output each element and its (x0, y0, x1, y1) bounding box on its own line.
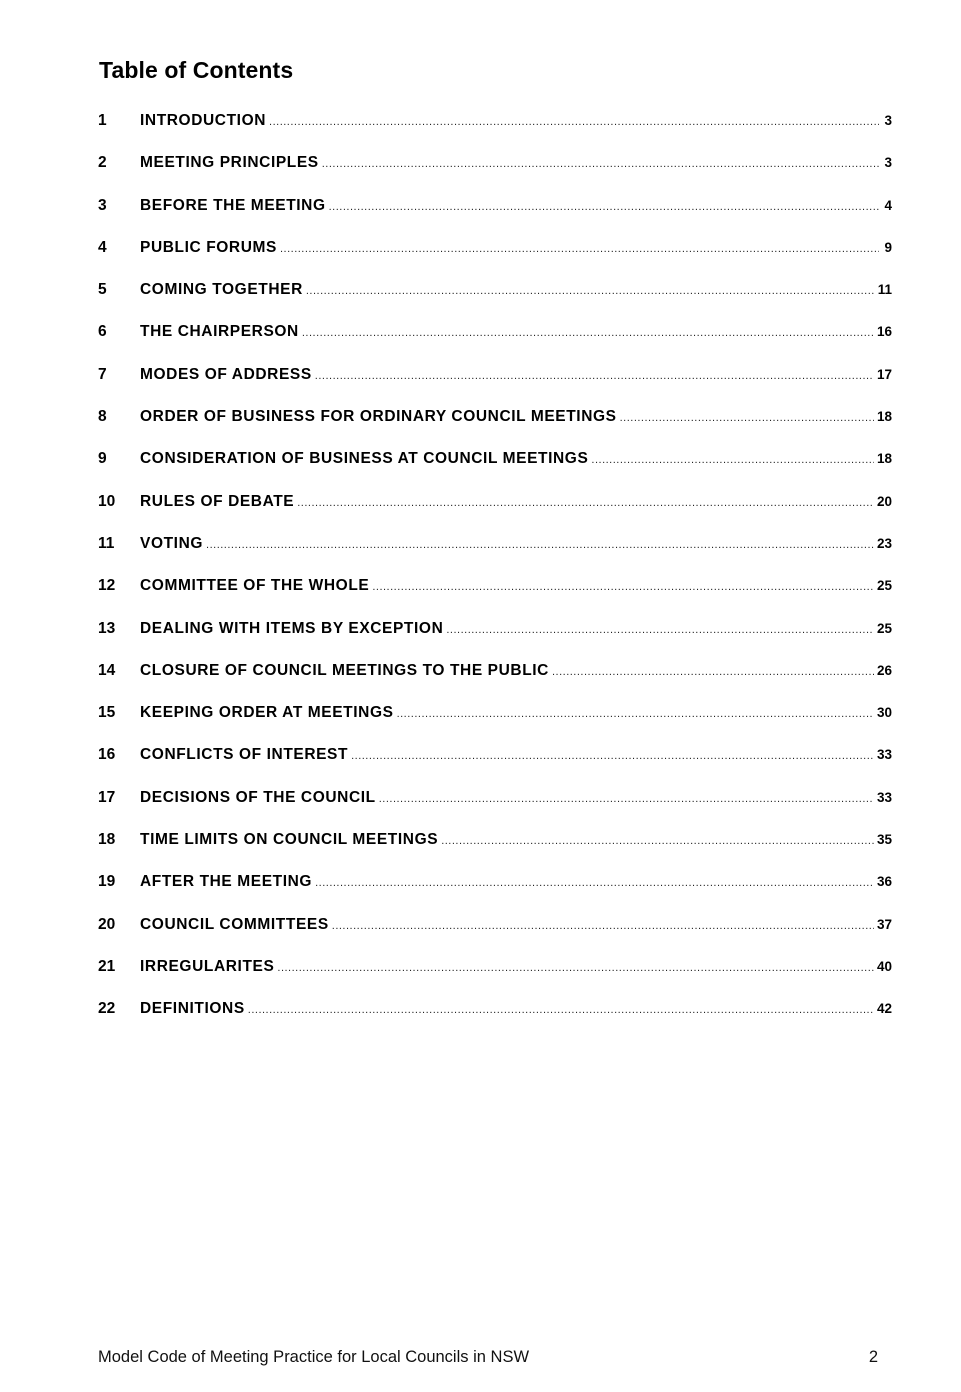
toc-entry-number: 18 (98, 831, 116, 849)
toc-entry-page: 30 (876, 705, 892, 721)
toc-dot-leader (591, 454, 874, 466)
toc-entry-title: MEETING PRINCIPLES (140, 154, 319, 172)
toc-entry[interactable] (98, 873, 892, 915)
toc-entry-number: 10 (98, 492, 116, 510)
toc-entry-page: 25 (876, 578, 892, 594)
toc-entry[interactable] (98, 746, 892, 788)
toc-dot-leader (552, 666, 874, 678)
toc-entry-number: 2 (98, 154, 107, 172)
toc-dot-leader (329, 201, 879, 213)
toc-dot-leader (620, 412, 874, 424)
toc-entry-title: CLOSURE OF COUNCIL MEETINGS TO THE PUBLIC (140, 661, 549, 679)
toc-entry-title: TIME LIMITS ON COUNCIL MEETINGS (140, 831, 439, 849)
footer-document-title: Model Code of Meeting Practice for Local Councils in NSW (98, 1348, 530, 1366)
toc-dot-leader (206, 539, 874, 551)
toc-dot-leader (372, 581, 874, 593)
toc-entry-page: 42 (876, 1001, 892, 1017)
footer-page-number: 2 (868, 1348, 878, 1366)
toc-entry-page: 4 (884, 197, 892, 213)
toc-entry-page: 25 (876, 620, 892, 636)
toc-dot-leader (322, 158, 879, 170)
toc-entry-title: PUBLIC FORUMS (140, 238, 277, 256)
toc-entry[interactable] (98, 662, 892, 704)
toc-entry-number: 22 (98, 1000, 116, 1018)
toc-entry[interactable] (98, 408, 892, 450)
toc-entry-page: 16 (876, 324, 892, 340)
toc-entry-title: DEFINITIONS (140, 1000, 245, 1018)
toc-entry-number: 15 (98, 704, 116, 722)
toc-entry-number: 11 (98, 534, 115, 552)
toc-entry-page: 26 (876, 662, 892, 678)
toc-entry[interactable] (98, 958, 892, 1000)
toc-entry-title: VOTING (140, 534, 204, 552)
page-title: Table of Contents (99, 57, 294, 83)
toc-dot-leader (332, 920, 874, 932)
toc-entry-page: 23 (876, 535, 892, 551)
toc-entry-title: RULES OF DEBATE (140, 492, 295, 510)
toc-entry-number: 1 (98, 112, 107, 129)
table-of-contents (98, 112, 892, 1043)
toc-entry-title: COMING TOGETHER (140, 281, 303, 299)
toc-entry-page: 40 (876, 958, 892, 974)
toc-entry-number: 9 (98, 450, 107, 468)
toc-entry-title: AFTER THE MEETING (140, 873, 313, 891)
toc-dot-leader (315, 370, 874, 382)
toc-dot-leader (277, 962, 874, 974)
toc-dot-leader (280, 243, 879, 255)
toc-entry[interactable] (98, 323, 892, 365)
toc-entry-number: 6 (98, 323, 107, 341)
toc-entry-page: 18 (876, 409, 892, 425)
toc-entry[interactable] (98, 916, 892, 958)
toc-entry-number: 12 (98, 577, 116, 595)
toc-entry-number: 3 (98, 196, 107, 214)
toc-dot-leader (441, 835, 874, 847)
toc-dot-leader (397, 708, 874, 720)
toc-entry-number: 19 (98, 873, 116, 891)
toc-entry[interactable] (98, 831, 892, 873)
toc-entry-title: KEEPING ORDER AT MEETINGS (140, 704, 394, 722)
toc-entry-page: 36 (876, 874, 892, 890)
toc-entry[interactable] (98, 789, 892, 831)
toc-dot-leader (446, 624, 874, 636)
toc-entry[interactable] (98, 281, 892, 323)
toc-entry-page: 3 (884, 113, 892, 128)
toc-entry[interactable] (98, 620, 892, 662)
toc-entry-title: THE CHAIRPERSON (140, 323, 299, 341)
toc-dot-leader (248, 1004, 874, 1016)
toc-entry[interactable] (98, 239, 892, 281)
toc-entry[interactable] (98, 493, 892, 535)
page-footer (98, 1348, 878, 1367)
toc-entry-page: 11 (877, 282, 892, 298)
toc-entry-title: BEFORE THE MEETING (140, 196, 326, 214)
toc-entry-number: 14 (98, 661, 116, 679)
toc-entry-title: MODES OF ADDRESS (140, 365, 312, 383)
toc-dot-leader (315, 877, 874, 889)
toc-dot-leader (297, 497, 874, 509)
toc-entry-title: CONFLICTS OF INTEREST (140, 746, 349, 764)
toc-dot-leader (302, 327, 874, 339)
toc-entry-page: 33 (876, 747, 892, 763)
toc-entry[interactable] (98, 197, 892, 239)
toc-entry-page: 20 (876, 493, 892, 509)
toc-dot-leader (351, 750, 874, 762)
toc-entry-page: 3 (884, 155, 892, 171)
toc-entry-title: DEALING WITH ITEMS BY EXCEPTION (140, 619, 444, 637)
toc-entry[interactable] (98, 535, 892, 577)
toc-entry-title: IRREGULARITES (140, 957, 275, 975)
toc-entry-title: COUNCIL COMMITTEES (140, 915, 329, 933)
toc-dot-leader (379, 793, 874, 805)
toc-entry-number: 8 (98, 408, 107, 426)
toc-entry-number: 5 (98, 281, 107, 299)
toc-entry-title: DECISIONS OF THE COUNCIL (140, 788, 376, 806)
toc-entry-number: 13 (98, 619, 116, 637)
toc-entry-page: 37 (876, 916, 892, 932)
toc-entry-number: 7 (98, 365, 107, 383)
toc-entry-number: 20 (98, 915, 116, 933)
toc-entry-number: 4 (98, 238, 107, 256)
toc-entry[interactable] (98, 366, 892, 408)
toc-entry[interactable] (98, 1000, 892, 1042)
toc-entry[interactable] (98, 704, 892, 746)
toc-entry-page: 18 (876, 451, 892, 467)
toc-entry[interactable] (98, 577, 892, 619)
toc-dot-leader (269, 116, 879, 128)
toc-dot-leader (306, 285, 875, 297)
toc-entry-title: INTRODUCTION (140, 112, 267, 129)
toc-entry-title: CONSIDERATION OF BUSINESS AT COUNCIL MEETINGS (140, 450, 589, 468)
toc-entry-page: 35 (876, 832, 892, 848)
toc-entry-page: 17 (876, 366, 892, 382)
toc-entry[interactable] (98, 112, 892, 154)
toc-entry-page: 9 (884, 239, 892, 255)
toc-entry-page: 33 (876, 789, 892, 805)
toc-entry-title: ORDER OF BUSINESS FOR ORDINARY COUNCIL MEETINGS (140, 408, 617, 426)
toc-entry[interactable] (98, 450, 892, 492)
toc-entry-title: COMMITTEE OF THE WHOLE (140, 577, 370, 595)
toc-entry-number: 17 (98, 788, 116, 806)
toc-entry-number: 21 (98, 957, 116, 975)
toc-entry[interactable] (98, 154, 892, 196)
toc-entry-number: 16 (98, 746, 116, 764)
